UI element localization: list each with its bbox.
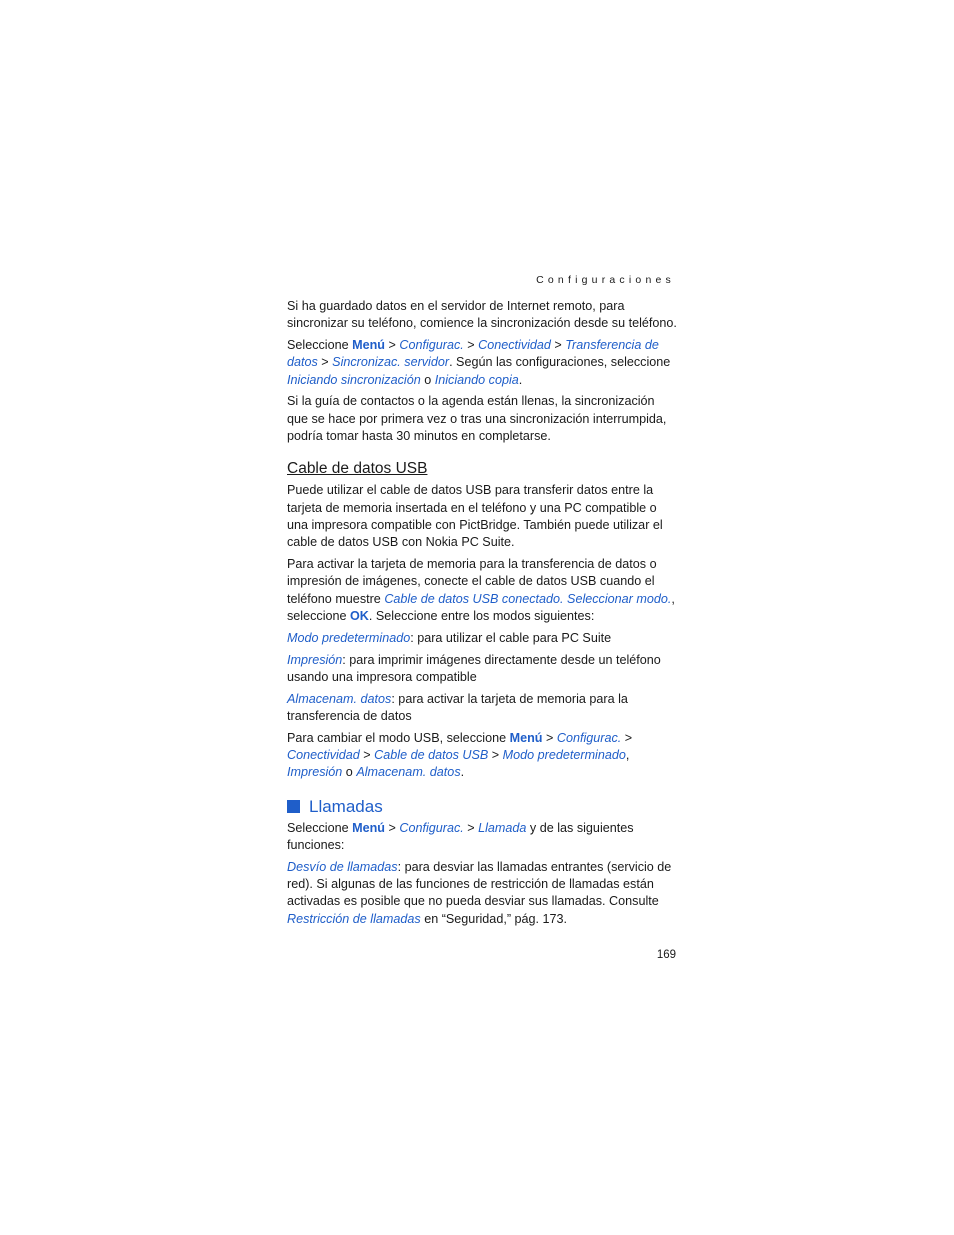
mode-default-label: Modo predeterminado [287, 630, 411, 645]
paragraph-llamadas-path: Seleccione Menú > Configurac. > Llamada y de las siguientes funciones: [287, 820, 634, 852]
configurac-label: Configurac. [399, 338, 464, 353]
iniciando-copia-label: Iniciando copia [434, 372, 519, 387]
mode-storage-label: Almacenam. datos [287, 691, 392, 706]
llamada-label: Llamada [478, 820, 527, 835]
usb-mode-print: Impresión: para imprimir imágenes directamente desde un teléfono usando una impresora compatible [287, 652, 661, 684]
paragraph-desvio: Desvío de llamadas: para desviar las llamadas entrantes (servicio de red). Si algunas de las funciones de restricción de llamadas están activadas es posible que no pueda desviar sus llamadas. Consulte Restricción de llamadas en “Seguridad,” pág. 173. [287, 859, 672, 926]
usb-mode-storage: Almacenam. datos: para activar la tarjeta de memoria para la transferencia de datos [287, 691, 628, 723]
paragraph-sync-intro: Si ha guardado datos en el servidor de Internet remoto, para sincronizar su teléfono, comience la sincronización desde su teléfono. [287, 299, 677, 331]
conectividad-label: Conectividad [478, 338, 551, 353]
usb-heading: Cable de datos USB [287, 460, 428, 478]
usb-mode-default: Modo predeterminado: para utilizar el cable para PC Suite [287, 630, 612, 645]
ok-label: OK [350, 608, 369, 623]
transferencia-label: Transferencia de datos [287, 338, 659, 370]
page-number: 169 [656, 949, 676, 961]
mode-print-label: Impresión [287, 652, 343, 667]
paragraph-usb-intro: Puede utilizar el cable de datos USB para transferir datos entre la tarjeta de memoria insertada en el teléfono y una PC compatible o una impresora compatible con PictBridge. También puede utilizar el cable de datos USB con Nokia PC Suite. [287, 483, 663, 550]
paragraph-usb-change: Para cambiar el modo USB, seleccione Menú > Configurac. > Conectividad > Cable de datos USB > Modo predeterminado, Impresión o Almacenam. datos. [287, 730, 633, 780]
page-content [287, 298, 677, 932]
paragraph-sync-path: Seleccione Menú > Configurac. > Conectividad > Transferencia de datos > Sincronizac. servidor. Según las configuraciones, seleccione Iniciando sincronización o Iniciando copia. [287, 338, 671, 387]
cable-usb-label: Cable de datos USB [374, 748, 489, 763]
running-header: Configuraciones [536, 274, 675, 286]
desvio-label: Desvío de llamadas [287, 859, 398, 874]
paragraph-sync-note: Si la guía de contactos o la agenda están llenas, la sincronización que se hace por primera vez o tras una sincronización interrumpida, podría tomar hasta 30 minutos en completarse. [287, 394, 667, 444]
sincronizac-label: Sincronizac. servidor [332, 355, 450, 370]
page [287, 0, 677, 1235]
paragraph-usb-activate: Para activar la tarjeta de memoria para la transferencia de datos o impresión de imágenes, conecte el cable de datos USB cuando el teléfono muestre Cable de datos USB conectado. Seleccionar modo., seleccione OK. Seleccione entre los modos siguientes: [287, 557, 675, 623]
restriccion-label: Restricción de llamadas [287, 911, 421, 926]
iniciando-sincronizacion-label: Iniciando sincronización [287, 372, 421, 387]
menu-label: Menú [352, 338, 385, 353]
usb-message-label: Cable de datos USB conectado. Seleccionar modo. [384, 591, 672, 606]
llamadas-heading: Llamadas [287, 796, 677, 818]
section-square-icon [287, 800, 300, 813]
